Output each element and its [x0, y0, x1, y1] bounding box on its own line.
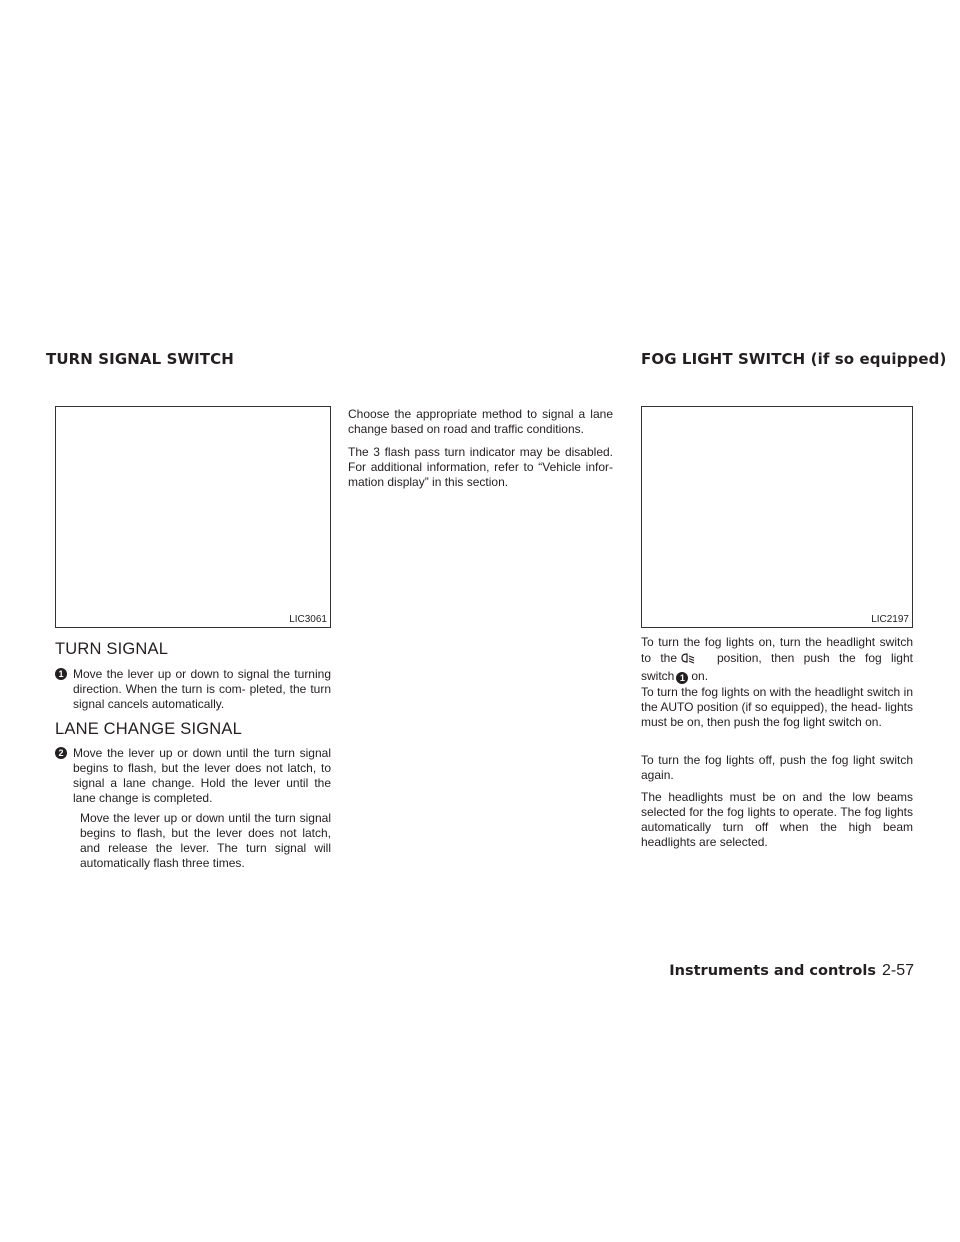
figure-code-left: LIC3061: [289, 614, 327, 625]
lane-change-item-text: Move the lever up or down until the turn signal begins to flash, but the lever does not latch, to signal a lane change. Hold the lever until the lane change is completed.: [73, 746, 331, 805]
fog-light-figure: [641, 406, 913, 628]
lane-change-item: [55, 746, 331, 806]
middle-para-2: The 3 flash pass turn indicator may be disabled. For additional information, refer to “Vehicle infor- mation display” in this section.: [348, 445, 613, 489]
lane-change-item-text-2: Move the lever up or down until the turn signal begins to flash, but the lever does not latch, and release the lever. The turn signal will automatically flash three times.: [80, 811, 331, 870]
fog-para-1-part1: To turn the fog lights on, turn the headlight switch to the: [641, 635, 913, 665]
callout-number-2: 2: [55, 747, 67, 759]
figure-code-right: LIC2197: [871, 614, 909, 625]
turn-signal-heading: TURN SIGNAL: [55, 640, 169, 658]
middle-para-1: Choose the appropriate method to signal a lane change based on road and traffic conditions.: [348, 407, 613, 436]
page-footer: [669, 962, 914, 980]
fog-para-3: To turn the fog lights off, push the fog light switch again.: [641, 753, 913, 782]
fog-para-1-part3: on.: [691, 669, 709, 683]
lane-change-heading: LANE CHANGE SIGNAL: [55, 720, 242, 738]
footer-section-name: Instruments and controls: [669, 963, 876, 979]
callout-number-1: 1: [55, 668, 67, 680]
page-number: 2-57: [881, 962, 914, 979]
fog-light-switch-title: FOG LIGHT SWITCH (if so equipped): [641, 350, 947, 368]
fog-para-4: The headlights must be on and the low beams selected for the fog lights to operate. The fog lights automatically turn off when the high beam headlights are selected.: [641, 790, 913, 849]
turn-signal-figure: [55, 406, 331, 628]
headlight-low-beam-icon: [681, 652, 695, 668]
fog-para-1-part2: position, then push the fog light switch: [641, 651, 913, 683]
turn-signal-item-text: Move the lever up or down to signal the turning direction. When the turn is com- pleted, the turn signal cancels automatically.: [73, 667, 331, 711]
callout-number-1-inline: 1: [676, 672, 688, 684]
fog-para-1: [641, 634, 913, 684]
fog-para-2: To turn the fog lights on with the headlight switch in the AUTO position (if so equipped), the head- lights must be on, then push the fog light switch on.: [641, 685, 913, 729]
turn-signal-item: [55, 667, 331, 712]
turn-signal-switch-title: TURN SIGNAL SWITCH: [46, 350, 234, 368]
